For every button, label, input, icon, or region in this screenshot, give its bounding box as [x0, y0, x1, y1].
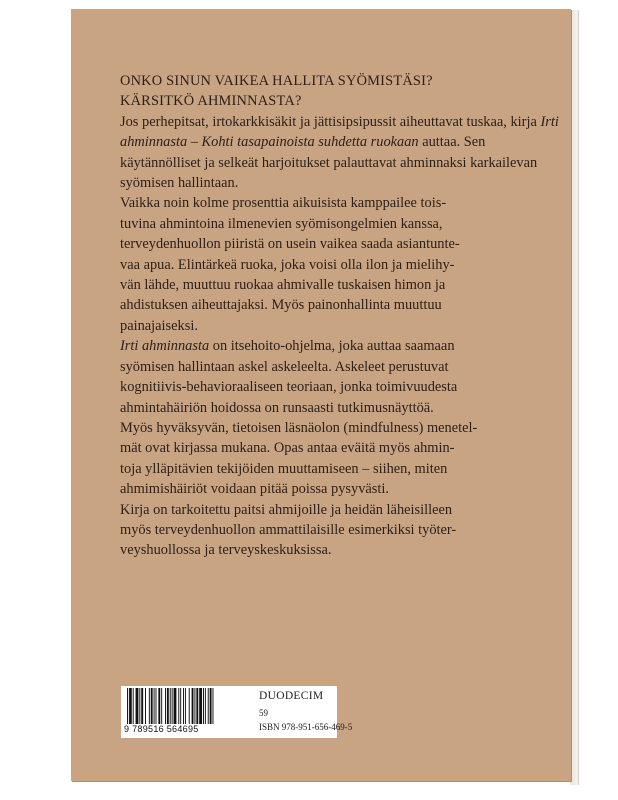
barcode-bar	[149, 688, 150, 724]
paragraph-program	[120, 336, 560, 499]
barcode-bar	[161, 688, 162, 724]
barcode-bar	[156, 688, 157, 724]
barcode-bar	[192, 688, 194, 724]
book-title-italic: Irti ahminnasta – Kohti tasapainoista suhdetta ruokaan	[120, 113, 559, 151]
barcode-bar	[203, 688, 204, 724]
p2-line: terveydenhuollon piiristä on usein vaikea saada asiantunte-	[120, 236, 460, 253]
intro-text-b: auttaa. Sen käytännölliset ja selkeät harjoitukset palauttavat ahminnaksi karkailevan syömisen hallintaan.	[120, 134, 538, 192]
publisher-name: DUODECIM	[259, 690, 324, 702]
p4-line: myös terveydenhuollon ammattilaisille esimerkiksi työter-	[120, 521, 457, 538]
p3-line: syömisen hallintaan askel askeleelta. Askeleet perustuvat	[120, 358, 449, 375]
p4-line: veyshuollossa ja terveyskeskuksissa.	[120, 542, 332, 559]
paragraph-prevalence	[120, 193, 560, 336]
p3-line: ahmintahäiriön hoidossa on runsaasti tutkimusnäyttöä.	[120, 399, 434, 416]
barcode-bar	[151, 688, 153, 724]
barcode-bar	[178, 688, 179, 724]
p3-line: toja ylläpitävien tekijöiden muuttamiseen – siihen, miten	[120, 460, 448, 477]
barcode-bar	[154, 688, 155, 724]
barcode-bar	[170, 688, 171, 724]
barcode-bar	[165, 688, 166, 724]
p3-line: kognitiivis-behavioraaliseen teoriaan, jonka toimivuudesta	[120, 379, 458, 396]
barcode-bar	[213, 688, 214, 724]
barcode-bar	[127, 688, 128, 724]
p3-line: Myös hyväksyvän, tietoisen läsnäolon (mindfulness) menetel-	[120, 419, 478, 436]
heading-question-1: ONKO SINUN VAIKEA HALLITA SYÖMISTÄSI?	[120, 73, 433, 89]
barcode-bar	[145, 688, 146, 724]
barcode-bar	[133, 688, 134, 724]
book-title-short-italic: Irti ahminnasta	[120, 338, 210, 355]
paragraph-intro	[120, 112, 560, 194]
barcode-bar	[136, 688, 139, 724]
heading-question-2: KÄRSITKÖ AHMINNASTA?	[120, 93, 302, 110]
barcode-bar	[158, 688, 160, 724]
barcode-bar	[194, 688, 195, 724]
barcode-bar	[205, 688, 206, 724]
blurb	[120, 71, 560, 561]
barcode-bar	[196, 688, 198, 724]
barcode-bar	[141, 688, 143, 724]
p4-line: Kirja on tarkoitettu paitsi ahmijoille ja heidän läheisilleen	[120, 501, 453, 518]
barcode-bar	[129, 688, 130, 724]
intro-text-a: Jos perhepitsat, irtokarkkisäkit ja jättisipsipussit aiheuttavat tuskaa, kirja	[120, 113, 541, 130]
barcode-bar	[167, 688, 169, 724]
p2-line: Vaikka noin kolme prosenttia aikuisista kamppailee tois-	[120, 195, 447, 212]
barcode-digits: 9 789516 564695	[124, 724, 199, 734]
barcode-bar	[185, 688, 186, 724]
paragraph-audience	[120, 500, 560, 561]
barcode-bar	[189, 688, 190, 724]
p2-line: vän lähde, muuttuu ruokaa ahmivalle tuskaisen himon ja	[120, 277, 446, 294]
isbn-number: ISBN 978-951-656-469-5	[259, 722, 353, 732]
barcode-bar	[139, 688, 140, 724]
barcode-bar	[174, 688, 177, 724]
barcode-bar	[172, 688, 173, 724]
barcode-bar	[210, 688, 212, 724]
p2-line: painajaiseksi.	[120, 317, 198, 334]
p2-line: ahdistuksen aiheuttajaksi. Myös painonhallinta muuttuu	[120, 297, 442, 314]
barcode-bar	[130, 688, 132, 724]
isbn-barcode-icon	[125, 688, 253, 724]
p2-line: tuvina ahmintoina ilmenevien syömisongelmien kanssa,	[120, 215, 443, 232]
barcode-bar	[183, 688, 184, 724]
series-number: 59	[259, 708, 268, 718]
back-cover-page-edge	[570, 10, 579, 785]
p3-line: ahmimishäiriöt voidaan pitää poissa pysyvästi.	[120, 481, 389, 498]
p3-line: on itsehoito-ohjelma, joka auttaa saamaan	[209, 338, 455, 355]
barcode-bar	[180, 688, 181, 724]
barcode-bar	[208, 688, 209, 724]
p2-line: vaa apua. Elintärkeä ruoka, joka voisi olla ilon ja mielihy-	[120, 256, 455, 273]
book-back-cover	[71, 9, 571, 781]
barcode-label	[121, 686, 353, 738]
p3-line: mät ovat kirjassa mukana. Opas antaa eväitä myös ahmin-	[120, 440, 455, 457]
barcode-bar	[199, 688, 202, 724]
